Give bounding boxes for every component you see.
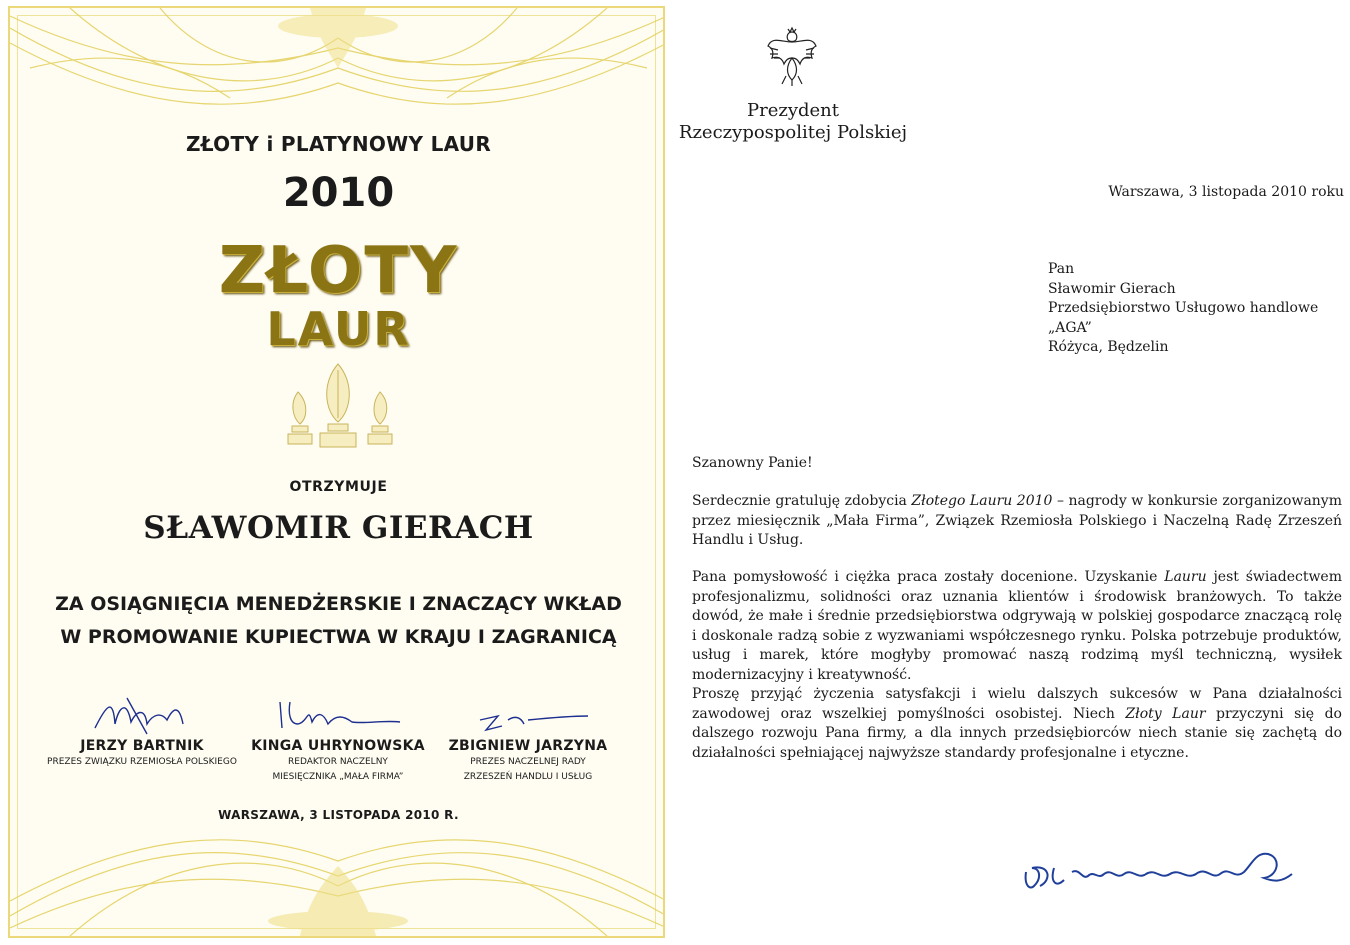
signer-role: PREZES ZWIĄZKU RZEMIOSŁA POLSKIEGO [47,757,237,767]
trophies-icon [278,362,400,454]
award-title-laur: LAUR [266,302,411,356]
letter-paragraph [692,568,1342,685]
recipient-address [1048,260,1318,358]
letter-date: Warszawa, 3 listopada 2010 roku [1108,184,1344,200]
certificate [8,6,665,938]
signature-jarzyna [458,694,598,738]
president-signature [1020,846,1300,896]
paragraph-text: Pana pomysłowość i ciężka praca zostały docenione. Uzyskanie [692,569,1165,585]
signer-role: PREZES NACZELNEJ RADY [470,757,586,767]
address-line: Przedsiębiorstwo Usługowo handlowe [1048,300,1319,316]
award-year: 2010 [282,170,395,216]
paragraph-emphasis: Złoty Laur [1125,705,1206,722]
award-name: ZŁOTY i PLATYNOWY LAUR [185,132,492,156]
letter-paragraph [692,685,1342,763]
signer-role: REDAKTOR NACZELNY [288,757,388,767]
address-line: „AGA” [1048,319,1092,336]
white-eagle-emblem-icon [764,26,820,88]
paragraph-text: przyczyni się do dalszego rozwoju Pana firmy, a dla innych przedsiębiorców niech stanie się zachętą do działalności spełniającej najwyższe standardy profesjonalne i etyczne. [692,705,1342,761]
president-letter [668,0,1350,945]
certificate-place-date: WARSZAWA, 3 LISTOPADA 2010 R. [218,808,459,822]
paragraph-text: – nagrody w konkursie zorganizowanym przez miesięcznik „Mała Firma”, Związek Rzemiosła Polskiego i Naczelną Radę Zrzeszeń Handlu i Usług. [692,493,1342,548]
top-ornament [10,8,665,128]
office-title [668,100,918,144]
award-reason-line: ZA OSIĄGNIĘCIA MENEDŻERSKIE I ZNACZĄCY WKŁAD [55,593,622,615]
signer-block [418,694,638,784]
signature-uhrynowska [268,694,408,738]
letter-paragraph [692,492,1342,551]
paragraph-text: jest świadectwem profesjonalizmu, solidności oraz uznania klientów i środowisk branżowych. To także dowód, że małe i średnie przedsiębiorstwa odgrywają w polskiej gospodarce znaczącą rolę i doskonale radzą sobie z wyzwaniami współczesnego rynku. Polska potrzebuje produktów, usług i marek, które mogłyby promować naszą rodzimą myśl techniczną, wysiłek modernizacyjny i kreatywność. [692,569,1342,683]
award-title-zloty: ZŁOTY [218,234,459,308]
address-line: Różyca, Będzelin [1048,339,1169,355]
paragraph-emphasis: Złotego Lauru 2010 [911,493,1053,509]
recipient-name: SŁAWOMIR GIERACH [143,510,534,546]
office-title-line: Prezydent [746,100,840,121]
paragraph-emphasis: Lauru [1164,569,1207,585]
paragraph-text: Serdecznie gratuluję zdobycia [692,493,912,509]
award-reason [10,588,665,654]
paragraph-text: Proszę przyjąć życzenia satysfakcji i wielu dalszych sukcesów w Pana działalności zawodowej oraz wszelkiej pomyślności osobistej. Niech [692,686,1342,722]
signature-bartnik [87,694,197,738]
letter-greeting: Szanowny Panie! [692,455,813,471]
office-title-line: Rzeczypospolitej Polskiej [678,122,908,143]
receives-label: OTRZYMUJE [289,479,388,495]
signer-role: MIESIĘCZNIKA „MAŁA FIRMA” [272,772,404,782]
address-line: Pan [1048,261,1075,277]
signer-name: JERZY BARTNIK [80,738,204,754]
address-line: Sławomir Gierach [1048,280,1176,297]
signer-name: ZBIGNIEW JARZYNA [448,738,608,754]
bottom-ornament [10,826,665,936]
signer-role: ZRZESZEŃ HANDLU I USŁUG [463,772,593,782]
signer-block [228,694,448,784]
signer-name: KINGA UHRYNOWSKA [251,738,425,754]
signer-block [32,694,252,769]
award-reason-line: W PROMOWANIE KUPIECTWA W KRAJU I ZAGRANICĄ [60,626,617,648]
